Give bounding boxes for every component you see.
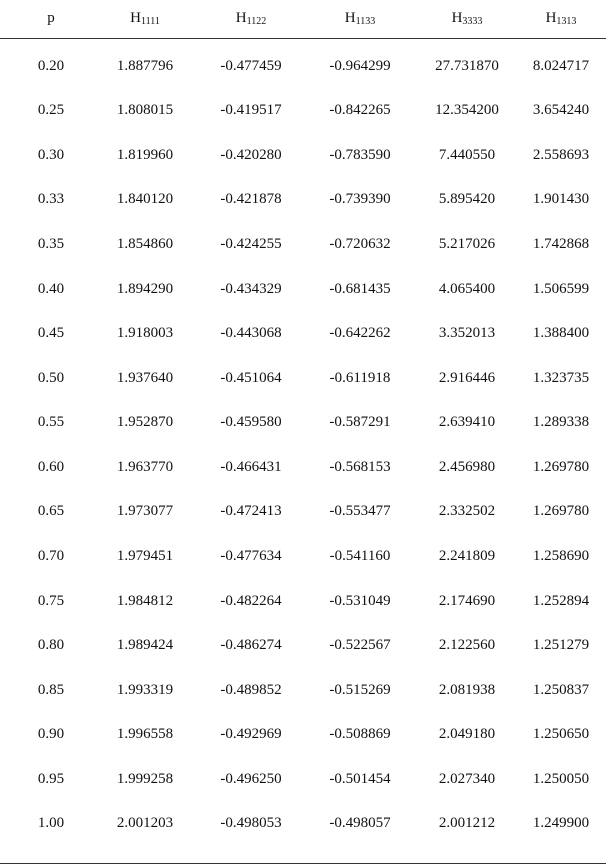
cell-h1111: 1.963770 xyxy=(116,459,174,475)
table-row xyxy=(0,635,606,655)
cell-h3333: 5.217026 xyxy=(438,236,496,252)
cell-h1122: -0.498053 xyxy=(220,815,282,831)
cell-h1122: -0.496250 xyxy=(220,771,282,787)
cell-h1122: -0.482264 xyxy=(220,593,282,609)
table-row xyxy=(0,323,606,343)
cell-h1313: 1.250837 xyxy=(532,682,590,698)
cell-p: 0.40 xyxy=(37,281,65,297)
cell-h3333: 2.027340 xyxy=(438,771,496,787)
cell-p: 0.25 xyxy=(37,102,65,118)
cell-h1133: -0.501454 xyxy=(329,771,391,787)
cell-h1133: -0.587291 xyxy=(329,414,391,430)
cell-h1122: -0.451064 xyxy=(220,370,282,386)
cell-h1111: 1.887796 xyxy=(116,58,174,74)
cell-h1111: 1.984812 xyxy=(116,593,174,609)
header-p: p xyxy=(47,10,55,26)
cell-p: 0.45 xyxy=(37,325,65,341)
cell-h1133: -0.531049 xyxy=(329,593,391,609)
cell-h1111: 1.819960 xyxy=(116,147,174,163)
cell-p: 0.20 xyxy=(37,58,65,74)
table-row xyxy=(0,412,606,432)
table-row xyxy=(0,189,606,209)
cell-h1313: 1.323735 xyxy=(532,370,590,386)
table-row xyxy=(0,680,606,700)
cell-h1111: 1.989424 xyxy=(116,637,174,653)
cell-h1133: -0.739390 xyxy=(329,191,391,207)
cell-h1133: -0.681435 xyxy=(329,281,391,297)
cell-p: 0.50 xyxy=(37,370,65,386)
cell-h1111: 1.840120 xyxy=(116,191,174,207)
cell-h1122: -0.492969 xyxy=(220,726,282,742)
cell-h1111: 1.854860 xyxy=(116,236,174,252)
cell-h1313: 1.901430 xyxy=(532,191,590,207)
cell-h3333: 2.639410 xyxy=(438,414,496,430)
table-bottom-rule xyxy=(0,863,606,864)
cell-p: 0.80 xyxy=(37,637,65,653)
table-row xyxy=(0,724,606,744)
cell-h3333: 27.731870 xyxy=(435,58,499,74)
cell-h1122: -0.424255 xyxy=(220,236,282,252)
cell-p: 1.00 xyxy=(37,815,65,831)
cell-h1122: -0.466431 xyxy=(220,459,282,475)
cell-h1111: 1.973077 xyxy=(116,503,174,519)
cell-h1133: -0.783590 xyxy=(329,147,391,163)
cell-h1313: 1.506599 xyxy=(532,281,590,297)
cell-h1133: -0.842265 xyxy=(329,102,391,118)
cell-h1122: -0.420280 xyxy=(220,147,282,163)
header-divider xyxy=(0,38,606,39)
cell-h1122: -0.486274 xyxy=(220,637,282,653)
cell-h1111: 2.001203 xyxy=(116,815,174,831)
cell-p: 0.55 xyxy=(37,414,65,430)
cell-h1133: -0.642262 xyxy=(329,325,391,341)
cell-h3333: 4.065400 xyxy=(438,281,496,297)
header-h1122: H1122 xyxy=(235,10,267,27)
cell-h1313: 1.252894 xyxy=(532,593,590,609)
table-row xyxy=(0,769,606,789)
cell-h1111: 1.894290 xyxy=(116,281,174,297)
cell-h1133: -0.720632 xyxy=(329,236,391,252)
cell-p: 0.33 xyxy=(37,191,65,207)
cell-h1313: 1.269780 xyxy=(532,503,590,519)
cell-p: 0.60 xyxy=(37,459,65,475)
cell-p: 0.90 xyxy=(37,726,65,742)
cell-h1133: -0.522567 xyxy=(329,637,391,653)
cell-h1313: 1.742868 xyxy=(532,236,590,252)
cell-h3333: 2.332502 xyxy=(438,503,496,519)
table-row xyxy=(0,100,606,120)
cell-h1122: -0.459580 xyxy=(220,414,282,430)
cell-h3333: 2.049180 xyxy=(438,726,496,742)
cell-h1313: 1.289338 xyxy=(532,414,590,430)
header-h1133: H1133 xyxy=(344,10,376,27)
cell-h1313: 8.024717 xyxy=(532,58,590,74)
cell-h3333: 2.241809 xyxy=(438,548,496,564)
cell-h1133: -0.515269 xyxy=(329,682,391,698)
table-row xyxy=(0,457,606,477)
cell-h1133: -0.568153 xyxy=(329,459,391,475)
cell-h1122: -0.419517 xyxy=(220,102,282,118)
cell-h1111: 1.937640 xyxy=(116,370,174,386)
cell-h1313: 1.250650 xyxy=(532,726,590,742)
cell-h3333: 2.456980 xyxy=(438,459,496,475)
cell-h1111: 1.993319 xyxy=(116,682,174,698)
cell-h1133: -0.508869 xyxy=(329,726,391,742)
header-h1313: H1313 xyxy=(545,10,577,27)
cell-p: 0.30 xyxy=(37,147,65,163)
cell-h1313: 3.654240 xyxy=(532,102,590,118)
cell-h1133: -0.541160 xyxy=(329,548,391,564)
table-row xyxy=(0,546,606,566)
cell-h1122: -0.489852 xyxy=(220,682,282,698)
table-row xyxy=(0,591,606,611)
cell-h3333: 2.916446 xyxy=(438,370,496,386)
cell-h1111: 1.996558 xyxy=(116,726,174,742)
cell-h3333: 2.174690 xyxy=(438,593,496,609)
cell-h1133: -0.611918 xyxy=(329,370,391,386)
cell-h3333: 2.001212 xyxy=(438,815,496,831)
table-row xyxy=(0,279,606,299)
cell-h1313: 1.251279 xyxy=(532,637,590,653)
cell-h1313: 1.250050 xyxy=(532,771,590,787)
cell-h1122: -0.477634 xyxy=(220,548,282,564)
cell-h3333: 2.081938 xyxy=(438,682,496,698)
cell-h1111: 1.999258 xyxy=(116,771,174,787)
header-h1111: H1111 xyxy=(130,10,160,27)
cell-h1133: -0.553477 xyxy=(329,503,391,519)
cell-h1111: 1.952870 xyxy=(116,414,174,430)
cell-h1313: 1.388400 xyxy=(532,325,590,341)
cell-p: 0.70 xyxy=(37,548,65,564)
cell-h1122: -0.477459 xyxy=(220,58,282,74)
cell-p: 0.85 xyxy=(37,682,65,698)
cell-h1122: -0.443068 xyxy=(220,325,282,341)
cell-h1133: -0.498057 xyxy=(329,815,391,831)
cell-p: 0.75 xyxy=(37,593,65,609)
cell-p: 0.35 xyxy=(37,236,65,252)
cell-h3333: 3.352013 xyxy=(438,325,496,341)
cell-h3333: 7.440550 xyxy=(438,147,496,163)
cell-h1313: 1.258690 xyxy=(532,548,590,564)
cell-h3333: 12.354200 xyxy=(435,102,499,118)
cell-h1111: 1.979451 xyxy=(116,548,174,564)
cell-h1122: -0.421878 xyxy=(220,191,282,207)
table-row xyxy=(0,368,606,388)
cell-h1111: 1.808015 xyxy=(116,102,174,118)
cell-h3333: 2.122560 xyxy=(438,637,496,653)
cell-p: 0.95 xyxy=(37,771,65,787)
cell-h1313: 1.269780 xyxy=(532,459,590,475)
cell-h1122: -0.434329 xyxy=(220,281,282,297)
header-h3333: H3333 xyxy=(451,10,483,27)
table-row xyxy=(0,145,606,165)
cell-h1313: 2.558693 xyxy=(532,147,590,163)
table-row xyxy=(0,234,606,254)
cell-h3333: 5.895420 xyxy=(438,191,496,207)
table-header-row xyxy=(0,8,606,28)
cell-h1122: -0.472413 xyxy=(220,503,282,519)
cell-p: 0.65 xyxy=(37,503,65,519)
cell-h1111: 1.918003 xyxy=(116,325,174,341)
cell-h1133: -0.964299 xyxy=(329,58,391,74)
cell-h1313: 1.249900 xyxy=(532,815,590,831)
table-row xyxy=(0,813,606,833)
table-row xyxy=(0,501,606,521)
table-row xyxy=(0,56,606,76)
